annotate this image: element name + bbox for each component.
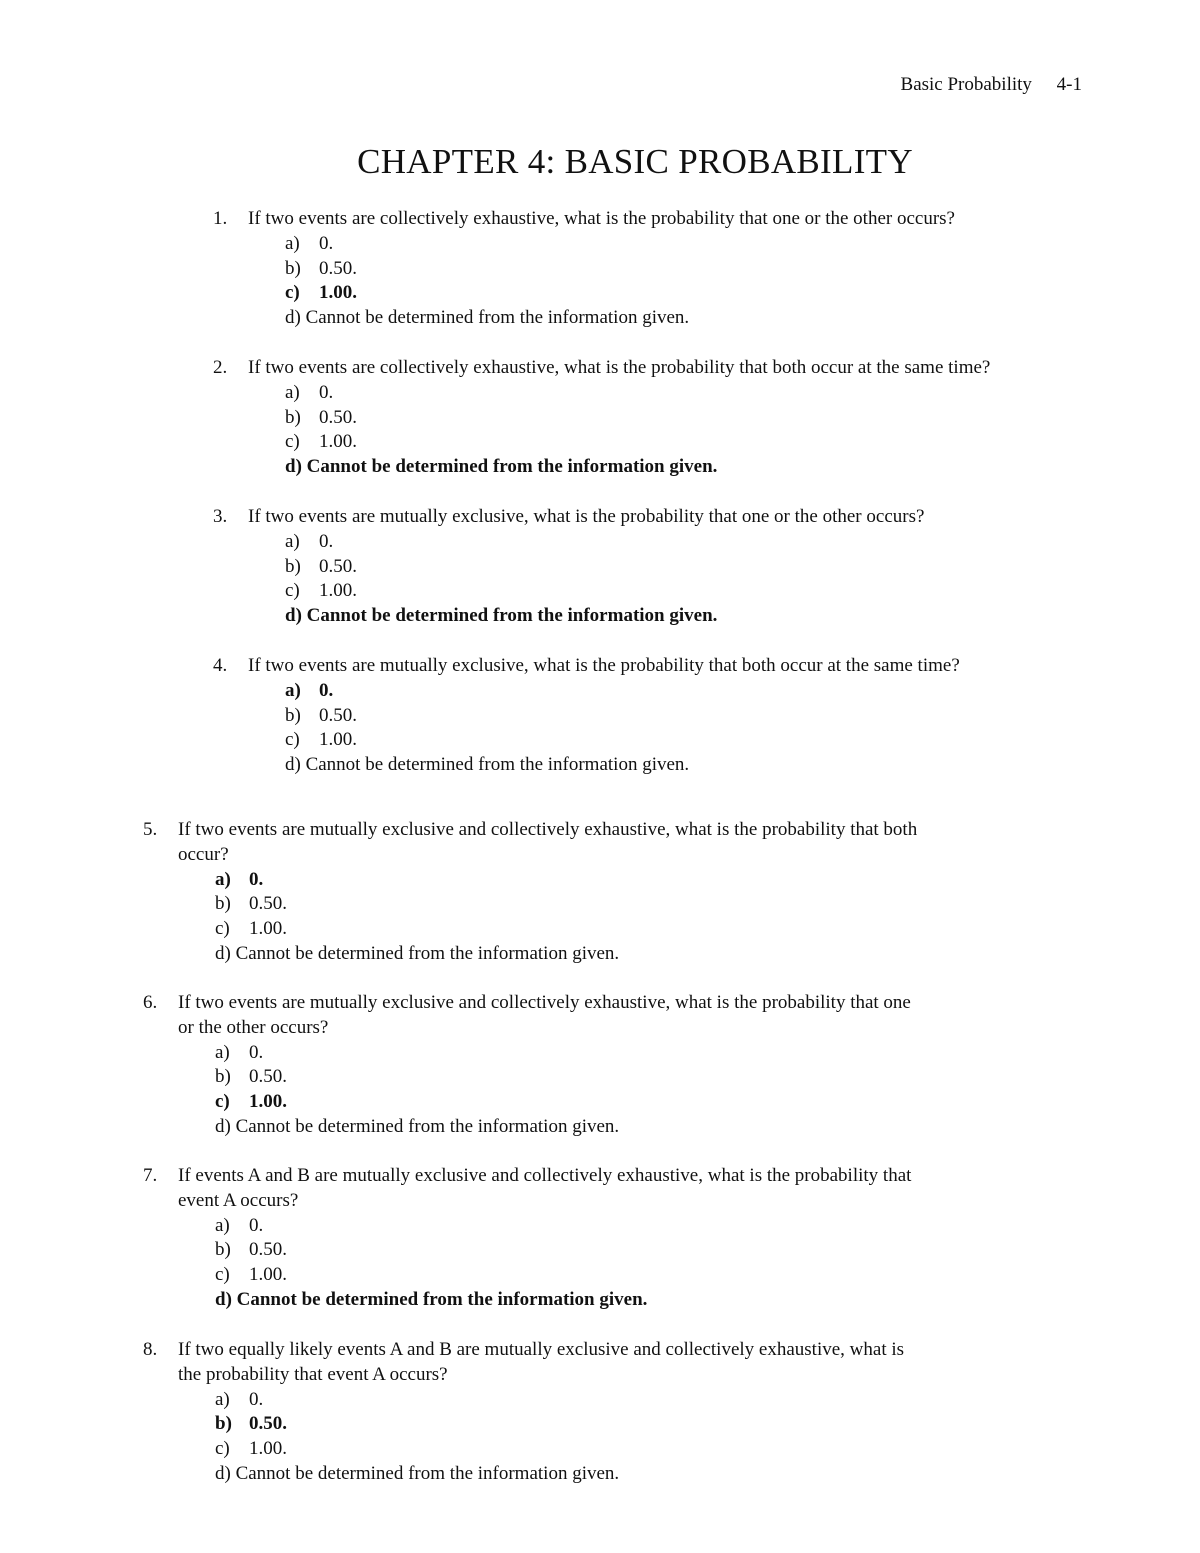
option-label: c) <box>285 282 300 304</box>
answer-option <box>285 753 960 778</box>
answer-option <box>215 892 917 917</box>
page-title: CHAPTER 4: BASIC PROBABILITY <box>357 142 913 181</box>
option-label: a) <box>215 1041 230 1063</box>
question-number: 8. <box>143 1339 158 1360</box>
option-text: 0.50. <box>319 555 357 577</box>
question-stem-line: If events A and B are mutually exclusive and collectively exhaustive, what is the probability that <box>178 1165 912 1186</box>
option-label: a) <box>215 1388 230 1410</box>
option-text: 0. <box>319 381 334 403</box>
option-label: c) <box>285 729 300 751</box>
answer-option <box>285 257 955 282</box>
question-7 <box>143 1164 912 1313</box>
option-text: 0.50. <box>249 1413 287 1435</box>
option-label: a) <box>215 1214 230 1236</box>
option-text: 1.00. <box>319 282 357 304</box>
question-stem-line: or the other occurs? <box>178 1016 329 1038</box>
page-header <box>901 74 1082 96</box>
answer-option <box>215 1041 911 1066</box>
option-text: 1.00. <box>319 580 357 602</box>
option-label: c) <box>215 918 230 940</box>
question-stem-line: If two events are mutually exclusive, what is the probability that one or the other occurs? <box>248 506 925 527</box>
option-text: d) Cannot be determined from the information given. <box>285 307 690 329</box>
option-label: c) <box>215 1438 230 1460</box>
option-label: a) <box>285 679 301 701</box>
option-text: 0. <box>249 1041 264 1063</box>
correct-answer-option <box>215 1288 911 1313</box>
option-text: 0.50. <box>319 704 357 726</box>
answer-option <box>215 942 917 967</box>
answer-option <box>285 306 955 331</box>
option-text: 1.00. <box>249 1438 287 1460</box>
question-number: 5. <box>143 819 158 840</box>
question-1 <box>213 207 955 331</box>
answer-options <box>215 1214 911 1313</box>
option-text: 1.00. <box>249 1091 287 1113</box>
answer-option <box>215 1065 911 1090</box>
question-number: 7. <box>143 1165 158 1186</box>
question-stem-line: If two events are collectively exhaustive, what is the probability that both occur at the same time? <box>248 357 991 378</box>
option-text: 1.00. <box>319 729 357 751</box>
correct-answer-option <box>215 1412 904 1437</box>
option-text: 0.50. <box>319 406 357 428</box>
option-text: d) Cannot be determined from the information given. <box>215 1288 648 1310</box>
option-label: a) <box>215 868 231 890</box>
option-label: c) <box>215 1091 230 1113</box>
option-text: 0. <box>249 1388 264 1410</box>
option-text: 1.00. <box>249 1264 287 1286</box>
question-6 <box>143 991 911 1140</box>
answer-options <box>285 232 955 331</box>
question-stem-line: occur? <box>178 843 229 865</box>
question-stem-line: If two events are collectively exhaustive, what is the probability that one or the other occurs? <box>248 208 955 229</box>
question-stem-line: If two equally likely events A and B are mutually exclusive and collectively exhaustive, what is <box>178 1339 905 1360</box>
option-label: b) <box>285 257 301 279</box>
answer-option <box>215 1238 911 1263</box>
option-text: 0. <box>319 679 334 701</box>
correct-answer-option <box>285 679 960 704</box>
option-text: 1.00. <box>249 918 287 940</box>
option-text: 0. <box>319 530 334 552</box>
correct-answer-option <box>215 868 917 893</box>
option-text: d) Cannot be determined from the information given. <box>285 754 690 776</box>
option-text: 0. <box>249 1214 264 1236</box>
answer-option <box>285 232 955 257</box>
answer-option <box>215 1214 911 1239</box>
header-page-number: 4-1 <box>1056 74 1082 95</box>
answer-option <box>285 381 990 406</box>
answer-option <box>215 1462 904 1487</box>
option-text: d) Cannot be determined from the information given. <box>215 1115 620 1137</box>
answer-option <box>285 579 924 604</box>
option-label: c) <box>285 431 300 453</box>
option-label: b) <box>215 1239 231 1261</box>
question-stem-line: If two events are mutually exclusive, what is the probability that both occur at the same time? <box>248 655 960 676</box>
answer-option <box>285 530 924 555</box>
option-label: b) <box>215 1413 232 1435</box>
question-stem-line: event A occurs? <box>178 1189 299 1211</box>
option-label: b) <box>285 704 301 726</box>
answer-options <box>285 679 960 778</box>
answer-option <box>215 917 917 942</box>
answer-options <box>215 868 917 967</box>
question-4 <box>213 654 960 778</box>
correct-answer-option <box>285 604 924 629</box>
question-5 <box>143 818 918 967</box>
question-number: 2. <box>213 357 228 378</box>
question-number: 1. <box>213 208 228 229</box>
option-text: 0.50. <box>249 893 287 915</box>
answer-options <box>285 530 924 629</box>
option-label: b) <box>285 555 301 577</box>
answer-option <box>285 728 960 753</box>
option-label: a) <box>285 232 300 254</box>
answer-option <box>215 1115 911 1140</box>
option-text: 0.50. <box>249 1239 287 1261</box>
question-number: 3. <box>213 506 228 527</box>
option-text: d) Cannot be determined from the information given. <box>285 605 718 627</box>
option-label: b) <box>285 406 301 428</box>
option-label: b) <box>215 1066 231 1088</box>
option-text: d) Cannot be determined from the information given. <box>285 456 718 478</box>
answer-options <box>285 381 990 480</box>
answer-options <box>215 1388 904 1487</box>
question-8 <box>143 1338 905 1487</box>
answer-option <box>215 1263 911 1288</box>
question-3 <box>213 505 925 629</box>
answer-option <box>285 555 924 580</box>
question-number: 6. <box>143 992 158 1013</box>
option-label: c) <box>215 1264 230 1286</box>
answer-option <box>285 704 960 729</box>
option-text: 0.50. <box>319 257 357 279</box>
correct-answer-option <box>285 455 990 480</box>
question-stem-line: If two events are mutually exclusive and collectively exhaustive, what is the probability that one <box>178 992 911 1013</box>
correct-answer-option <box>285 281 955 306</box>
answer-option <box>285 430 990 455</box>
answer-option <box>215 1388 904 1413</box>
correct-answer-option <box>215 1090 911 1115</box>
answer-option <box>215 1437 904 1462</box>
question-number: 4. <box>213 655 228 676</box>
option-text: 0. <box>249 868 264 890</box>
option-text: 1.00. <box>319 431 357 453</box>
option-text: d) Cannot be determined from the information given. <box>215 942 620 964</box>
option-label: b) <box>215 893 231 915</box>
question-2 <box>213 356 991 480</box>
question-stem-line: the probability that event A occurs? <box>178 1363 448 1385</box>
option-label: a) <box>285 381 300 403</box>
answer-option <box>285 406 990 431</box>
answer-options <box>215 1041 911 1140</box>
option-label: c) <box>285 580 300 602</box>
option-text: 0.50. <box>249 1066 287 1088</box>
header-subject: Basic Probability <box>900 74 1032 95</box>
question-stem-line: If two events are mutually exclusive and collectively exhaustive, what is the probability that both <box>178 819 918 840</box>
option-label: a) <box>285 530 300 552</box>
option-text: 0. <box>319 232 334 254</box>
option-text: d) Cannot be determined from the information given. <box>215 1462 620 1484</box>
